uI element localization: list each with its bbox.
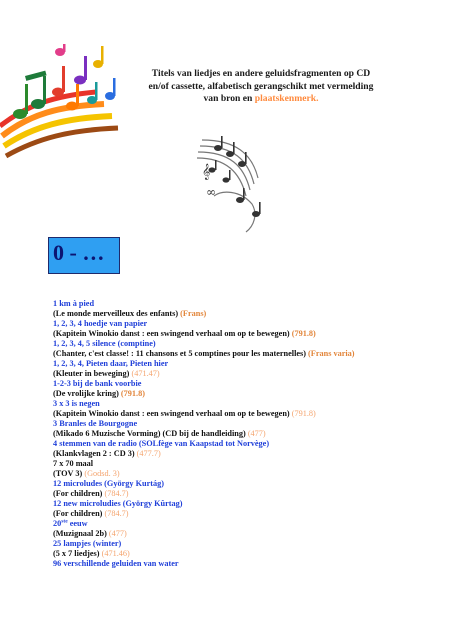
song-source <box>53 409 449 419</box>
song-title: 7 x 70 maal <box>53 459 94 468</box>
call-number: (477) <box>247 429 266 438</box>
song-title: 1-2-3 bij de bank voorbie <box>53 379 142 388</box>
intro-text <box>130 68 392 106</box>
call-number: (471.46) <box>101 549 130 558</box>
section-heading-box <box>48 237 120 274</box>
call-number: (477.7) <box>136 449 161 458</box>
song-list <box>53 299 449 569</box>
intro-line-3 <box>130 93 392 106</box>
source-text: (TOV 3) <box>53 469 83 478</box>
source-text: (Kleuter in beweging) <box>53 369 130 378</box>
source-text: (Kapitein Winokio danst : een swingend verhaal om op te bewegen) <box>53 409 290 418</box>
source-text: (De vrolijke kring) <box>53 389 119 398</box>
call-number: (Frans varia) <box>308 349 355 358</box>
title-number: 20 <box>53 519 62 528</box>
song-source <box>53 309 449 319</box>
song-title: 25 lampjes (winter) <box>53 539 122 548</box>
call-number: (791.8) <box>120 389 145 398</box>
song-title: 1, 2, 3, 4, 5 silence (comptine) <box>53 339 156 348</box>
ordinal-suffix: ste <box>61 518 68 525</box>
song-title: 12 microludes (György Kurtág) <box>53 479 164 488</box>
song-source <box>53 529 449 539</box>
song-title: 1, 2, 3, 4 hoedje van papier <box>53 319 148 328</box>
song-source <box>53 329 449 339</box>
svg-text:∞: ∞ <box>206 185 216 199</box>
song-source <box>53 449 449 459</box>
song-title: 3 x 3 is negen <box>53 399 100 408</box>
song-title: 3 Branles de Bourgogne <box>53 419 138 428</box>
call-number: (791.8) <box>291 329 316 338</box>
source-text: (Muzignaal 2b) <box>53 529 107 538</box>
intro-line-1: Titels van liedjes en andere geluidsfragmenten op CD <box>151 68 371 79</box>
source-text: (Kapitein Winokio danst : een swingend verhaal om op te bewegen) <box>53 329 290 338</box>
source-text: (Mikado 6 Muzische Vorming) (CD bij de handleiding) <box>53 429 246 438</box>
song-source <box>53 429 449 439</box>
source-text: (Le monde merveilleux des enfants) <box>53 309 179 318</box>
intro-line-2: en/of cassette, alfabetisch gerangschikt met vermelding <box>148 80 374 92</box>
song-title: 1, 2, 3, 4, Pieten daar, Pieten hier <box>53 359 169 368</box>
call-number: (Godsd. 3) <box>84 469 120 478</box>
song-title: 4 stemmen van de radio (SOLfège van Kaapstad tot Norvège) <box>53 439 270 448</box>
music-staff-icon <box>196 134 274 234</box>
intro-highlight: plaatskenmerk. <box>254 93 319 104</box>
call-number: (Frans) <box>180 309 207 318</box>
svg-text:𝄞: 𝄞 <box>202 164 211 180</box>
source-text: (For children) <box>53 509 103 518</box>
section-heading: 0 - … <box>53 240 105 265</box>
song-source <box>53 489 449 499</box>
call-number: (784.7) <box>104 509 129 518</box>
intro-line-3-prefix: van bron en <box>203 93 255 104</box>
song-title <box>53 519 449 529</box>
song-title: 12 new microludies (György Kûrtag) <box>53 499 183 508</box>
call-number: (477) <box>108 529 127 538</box>
call-number: (784.7) <box>104 489 129 498</box>
song-source <box>53 369 449 379</box>
source-text: (Klankvlagen 2 : CD 3) <box>53 449 135 458</box>
source-text: (For children) <box>53 489 103 498</box>
call-number: (471.47) <box>131 369 160 378</box>
song-source <box>53 349 449 359</box>
call-number: (791.8) <box>291 409 316 418</box>
source-text: (Chanter, c'est classe! : 11 chansons et 5 comptines pour les maternelles) <box>53 349 306 358</box>
song-source <box>53 469 449 479</box>
song-source <box>53 389 449 399</box>
song-title: 1 km à pied <box>53 299 95 308</box>
song-source <box>53 509 449 519</box>
source-text: (5 x 7 liedjes) <box>53 549 100 558</box>
title-rest: eeuw <box>67 519 88 528</box>
song-title: 96 verschillende geluiden van water <box>53 559 179 568</box>
song-source <box>53 549 449 559</box>
music-notes-icon <box>0 44 138 162</box>
